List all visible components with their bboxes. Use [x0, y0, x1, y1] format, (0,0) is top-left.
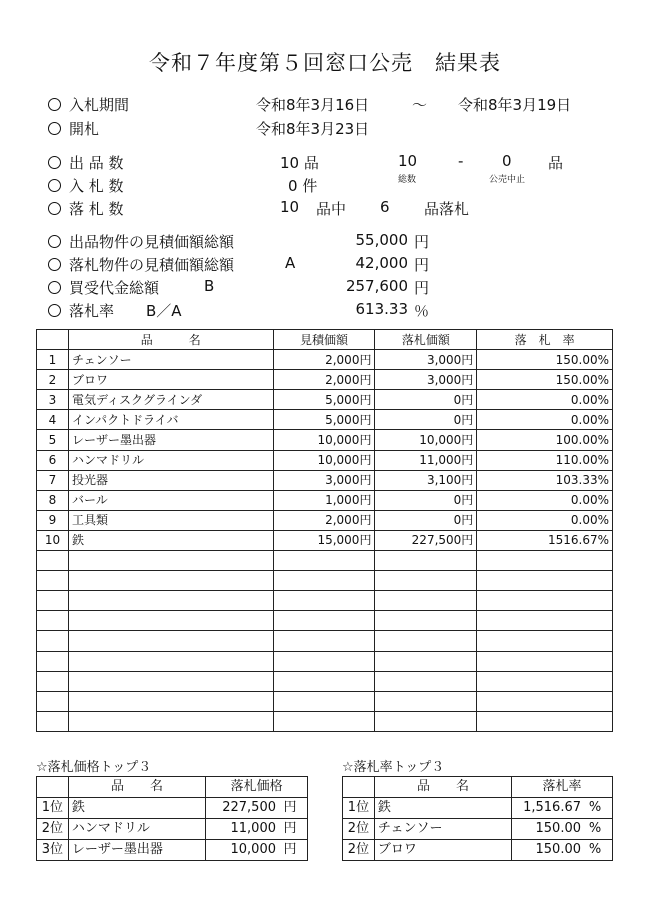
- item-name: 工具類: [68, 510, 273, 530]
- table-header-row: [37, 330, 613, 350]
- empty-table-row: [37, 611, 613, 631]
- table-header-row: [37, 777, 308, 798]
- win-rate: 150.00%: [477, 370, 613, 390]
- table-row: [37, 530, 613, 550]
- empty-cell: [375, 691, 477, 711]
- bid-price: 10,000円: [375, 430, 477, 450]
- estimate-price: 5,000円: [273, 410, 375, 430]
- header-price: 落札価格: [206, 777, 308, 798]
- bid-period-separator: ～: [412, 96, 428, 114]
- circle-bullet-icon: [48, 156, 61, 169]
- ranked-value: [512, 798, 613, 819]
- empty-table-row: [37, 671, 613, 691]
- won-estimate-value: 42,000: [355, 254, 408, 272]
- header-rate: 落 札 率: [477, 330, 613, 350]
- empty-table-row: [37, 631, 613, 651]
- empty-table-row: [37, 651, 613, 671]
- bid-period-start: 令和8年3月16日: [256, 96, 370, 114]
- win-rate-label: 落札率: [48, 300, 114, 321]
- empty-cell: [273, 611, 375, 631]
- win-rate: 0.00%: [477, 390, 613, 410]
- row-number: 5: [37, 430, 69, 450]
- won-estimate-label: 落札物件の見積価額総額: [48, 254, 234, 275]
- purchase-total-value: 257,600: [345, 277, 408, 295]
- bid-price: 3,000円: [375, 350, 477, 370]
- purchase-total-marker: B: [204, 277, 215, 295]
- estimate-price: 10,000円: [273, 450, 375, 470]
- empty-table-row: [37, 691, 613, 711]
- ranked-value: [206, 819, 308, 840]
- item-name: チェンソー: [68, 350, 273, 370]
- empty-cell: [477, 691, 613, 711]
- empty-table-row: [37, 591, 613, 611]
- empty-cell: [375, 611, 477, 631]
- rank: 2位: [343, 840, 375, 861]
- empty-cell: [68, 571, 273, 591]
- bid-price: 0円: [375, 410, 477, 430]
- item-name: ハンマドリル: [68, 819, 205, 840]
- table-row: [37, 840, 308, 861]
- item-name: レーザー墨出器: [68, 430, 273, 450]
- table-row: [37, 390, 613, 410]
- bid-price: 0円: [375, 510, 477, 530]
- table-row: [37, 350, 613, 370]
- won-count-value: 6: [380, 198, 390, 216]
- empty-table-row: [37, 551, 613, 571]
- empty-cell: [375, 711, 477, 731]
- empty-cell: [273, 631, 375, 651]
- header-rank: [37, 777, 69, 798]
- unit: %: [588, 821, 602, 836]
- circle-bullet-icon: [48, 281, 61, 294]
- bid-count-label: 入 札 数: [48, 175, 124, 196]
- row-number: 10: [37, 530, 69, 550]
- empty-table-row: [37, 571, 613, 591]
- header-name: 品 名: [68, 777, 205, 798]
- empty-cell: [68, 631, 273, 651]
- listed-count-total: 10: [398, 152, 418, 170]
- empty-cell: [273, 551, 375, 571]
- table-header-row: [343, 777, 613, 798]
- item-name: ハンマドリル: [68, 450, 273, 470]
- estimate-price: 3,000円: [273, 470, 375, 490]
- table-row: [37, 470, 613, 490]
- empty-cell: [477, 551, 613, 571]
- empty-cell: [375, 591, 477, 611]
- empty-cell: [37, 611, 69, 631]
- bid-price: 3,000円: [375, 370, 477, 390]
- empty-cell: [477, 591, 613, 611]
- table-row: [37, 370, 613, 390]
- listed-count-cancelled-unit: 品: [548, 154, 564, 172]
- empty-cell: [68, 651, 273, 671]
- win-rate: 0.00%: [477, 510, 613, 530]
- purchase-total-label: 買受代金総額: [48, 277, 159, 298]
- item-name: 鉄: [68, 530, 273, 550]
- bid-count-value: 0 件: [288, 177, 318, 195]
- value: 150.00: [535, 842, 581, 857]
- unit: 円: [283, 800, 297, 815]
- empty-cell: [375, 671, 477, 691]
- row-number: 1: [37, 350, 69, 370]
- empty-cell: [68, 711, 273, 731]
- row-number: 6: [37, 450, 69, 470]
- table-row: [343, 819, 613, 840]
- empty-cell: [37, 571, 69, 591]
- empty-cell: [37, 691, 69, 711]
- empty-cell: [68, 611, 273, 631]
- circle-bullet-icon: [48, 122, 61, 135]
- rank: 2位: [37, 819, 69, 840]
- empty-cell: [68, 671, 273, 691]
- estimate-price: 1,000円: [273, 490, 375, 510]
- listed-count-label: 出 品 数: [48, 152, 124, 173]
- results-table: [36, 329, 613, 732]
- win-rate-unit: ％: [414, 302, 430, 320]
- bid-period-label: 入札期間: [48, 94, 129, 115]
- empty-cell: [37, 711, 69, 731]
- empty-cell: [37, 651, 69, 671]
- header-rank: [343, 777, 375, 798]
- win-rate: 0.00%: [477, 410, 613, 430]
- listed-count-cancelled: 0: [502, 152, 512, 170]
- ranked-value: [512, 819, 613, 840]
- row-number: 7: [37, 470, 69, 490]
- unit: 円: [283, 821, 297, 836]
- empty-table-row: [37, 711, 613, 731]
- estimate-price: 10,000円: [273, 430, 375, 450]
- unit: %: [588, 842, 602, 857]
- win-rate-value: 613.33: [355, 300, 408, 318]
- header-name: 品 名: [374, 777, 511, 798]
- circle-bullet-icon: [48, 304, 61, 317]
- circle-bullet-icon: [48, 258, 61, 271]
- top-rate-title: ☆落札率トップ３: [342, 760, 445, 775]
- empty-cell: [375, 551, 477, 571]
- rank: 3位: [37, 840, 69, 861]
- table-row: [343, 840, 613, 861]
- empty-cell: [273, 651, 375, 671]
- empty-cell: [273, 591, 375, 611]
- win-rate: 100.00%: [477, 430, 613, 450]
- empty-cell: [477, 671, 613, 691]
- table-row: [37, 450, 613, 470]
- value: 227,500: [222, 800, 276, 815]
- won-estimate-unit: 円: [414, 256, 430, 274]
- empty-cell: [375, 631, 477, 651]
- value: 11,000: [230, 821, 276, 836]
- header-rate: 落札率: [512, 777, 613, 798]
- empty-cell: [68, 691, 273, 711]
- empty-cell: [273, 671, 375, 691]
- row-number: 3: [37, 390, 69, 410]
- empty-cell: [477, 711, 613, 731]
- won-count-middle: 品中: [316, 200, 347, 218]
- circle-bullet-icon: [48, 98, 61, 111]
- won-count-label: 落 札 数: [48, 198, 124, 219]
- ranked-value: [206, 840, 308, 861]
- row-number: 9: [37, 510, 69, 530]
- item-name: レーザー墨出器: [68, 840, 205, 861]
- won-count-total: 10: [280, 198, 300, 216]
- win-rate-marker: B／A: [146, 302, 182, 320]
- page-title: 令和７年度第５回窓口公売 結果表: [149, 51, 501, 75]
- circle-bullet-icon: [48, 179, 61, 192]
- table-row: [37, 410, 613, 430]
- row-number: 8: [37, 490, 69, 510]
- item-name: チェンソー: [374, 819, 511, 840]
- estimate-price: 5,000円: [273, 390, 375, 410]
- empty-cell: [375, 651, 477, 671]
- empty-cell: [37, 631, 69, 651]
- purchase-total-unit: 円: [414, 279, 430, 297]
- item-name: 鉄: [68, 798, 205, 819]
- empty-cell: [375, 571, 477, 591]
- item-name: 投光器: [68, 470, 273, 490]
- estimate-price: 2,000円: [273, 510, 375, 530]
- opening-label: 開札: [48, 118, 99, 139]
- unit: %: [588, 800, 602, 815]
- listed-estimate-label: 出品物件の見積価額総額: [48, 231, 234, 252]
- empty-cell: [477, 611, 613, 631]
- win-rate: 110.00%: [477, 450, 613, 470]
- won-estimate-marker: A: [285, 254, 296, 272]
- empty-cell: [477, 651, 613, 671]
- table-row: [37, 798, 308, 819]
- bid-price: 3,100円: [375, 470, 477, 490]
- table-row: [37, 819, 308, 840]
- win-rate: 0.00%: [477, 490, 613, 510]
- value: 10,000: [230, 842, 276, 857]
- header-no: [37, 330, 69, 350]
- empty-cell: [273, 571, 375, 591]
- value: 150.00: [535, 821, 581, 836]
- empty-cell: [37, 591, 69, 611]
- header-name: 品 名: [68, 330, 273, 350]
- bid-price: 0円: [375, 390, 477, 410]
- empty-cell: [477, 631, 613, 651]
- estimate-price: 2,000円: [273, 350, 375, 370]
- win-rate: 1516.67%: [477, 530, 613, 550]
- item-name: バール: [68, 490, 273, 510]
- estimate-price: 2,000円: [273, 370, 375, 390]
- row-number: 4: [37, 410, 69, 430]
- rank: 1位: [343, 798, 375, 819]
- value: 1,516.67: [523, 800, 581, 815]
- table-row: [37, 510, 613, 530]
- header-bid: 落札価額: [375, 330, 477, 350]
- top-price-table: [36, 776, 308, 861]
- item-name: ブロワ: [68, 370, 273, 390]
- bid-period-end: 令和8年3月19日: [458, 96, 572, 114]
- circle-bullet-icon: [48, 235, 61, 248]
- estimate-price: 15,000円: [273, 530, 375, 550]
- bid-price: 227,500円: [375, 530, 477, 550]
- listed-count-value: 10 品: [280, 154, 319, 172]
- win-rate: 150.00%: [477, 350, 613, 370]
- header-estimate: 見積価額: [273, 330, 375, 350]
- total-caption: 総数: [398, 175, 417, 185]
- ranked-value: [512, 840, 613, 861]
- item-name: 電気ディスクグラインダ: [68, 390, 273, 410]
- empty-cell: [37, 551, 69, 571]
- rank: 2位: [343, 819, 375, 840]
- bid-price: 0円: [375, 490, 477, 510]
- listed-estimate-unit: 円: [414, 233, 430, 251]
- bid-price: 11,000円: [375, 450, 477, 470]
- item-name: 鉄: [374, 798, 511, 819]
- rank: 1位: [37, 798, 69, 819]
- listed-count-dash: -: [458, 152, 464, 170]
- cancelled-caption: 公売中止: [489, 175, 526, 185]
- win-rate: 103.33%: [477, 470, 613, 490]
- table-row: [37, 490, 613, 510]
- opening-date: 令和8年3月23日: [256, 120, 370, 138]
- top-price-title: ☆落札価格トップ３: [36, 760, 152, 775]
- table-row: [37, 430, 613, 450]
- won-count-unit: 品落札: [424, 200, 470, 218]
- empty-cell: [68, 591, 273, 611]
- empty-cell: [477, 571, 613, 591]
- circle-bullet-icon: [48, 202, 61, 215]
- row-number: 2: [37, 370, 69, 390]
- table-row: [343, 798, 613, 819]
- unit: 円: [283, 842, 297, 857]
- empty-cell: [273, 691, 375, 711]
- item-name: インパクトドライバ: [68, 410, 273, 430]
- empty-cell: [37, 671, 69, 691]
- item-name: ブロワ: [374, 840, 511, 861]
- ranked-value: [206, 798, 308, 819]
- top-rate-table: [342, 776, 613, 861]
- listed-estimate-value: 55,000: [355, 231, 408, 249]
- empty-cell: [68, 551, 273, 571]
- empty-cell: [273, 711, 375, 731]
